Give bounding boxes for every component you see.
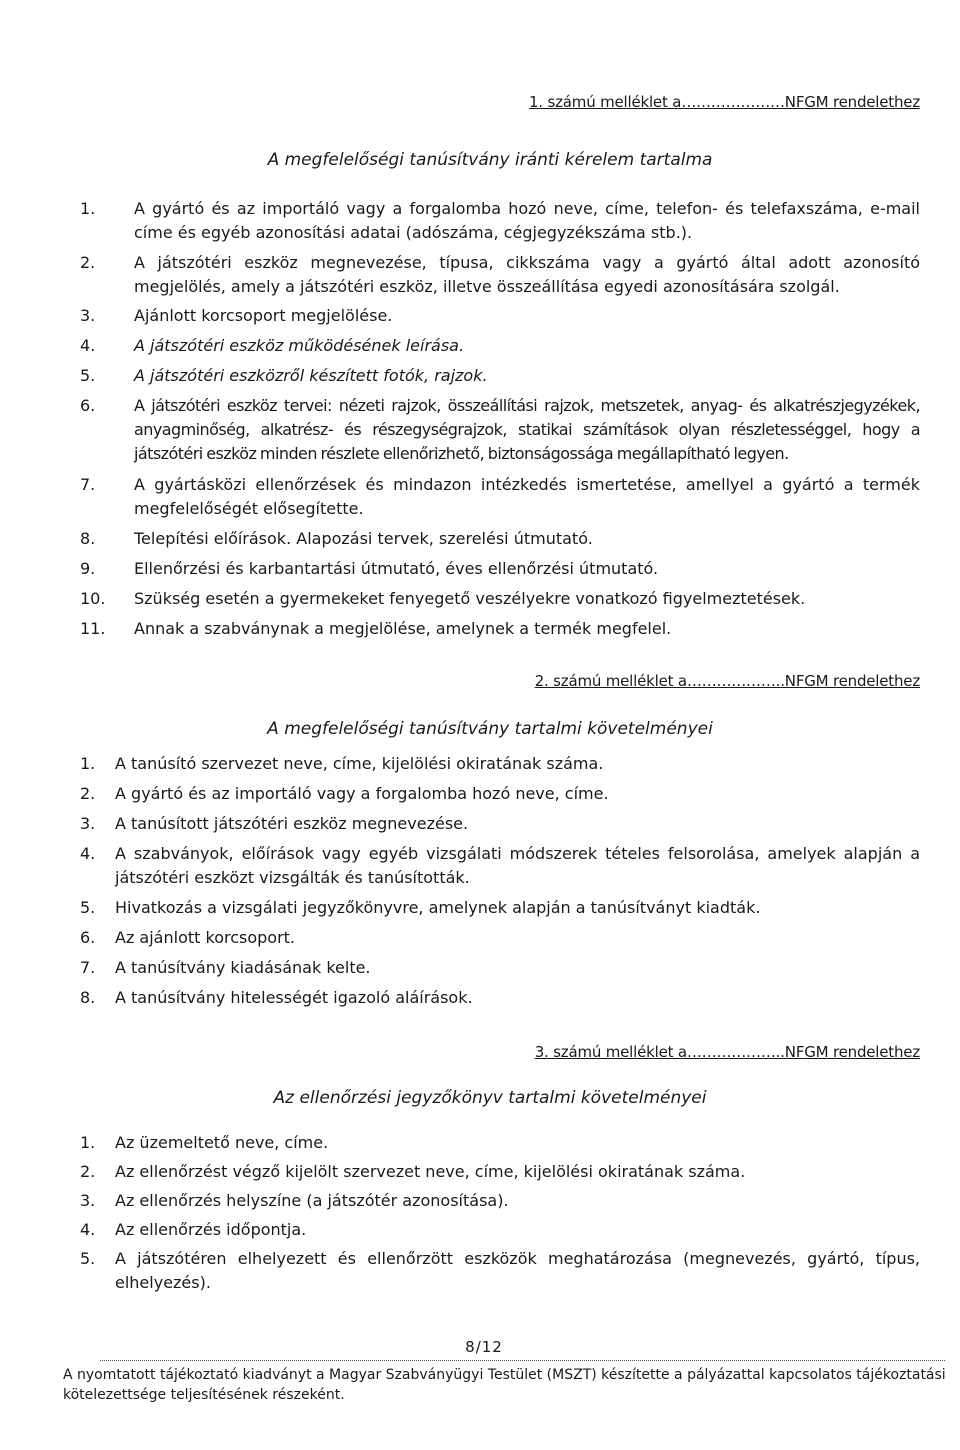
item-number: 11. (80, 619, 106, 638)
item-number: 6. (80, 928, 96, 947)
annex-2-list (80, 752, 920, 1010)
item-text: A gyártásközi ellenőrzések és mindazon intézkedés ismertetése, amellyel a gyártó a termék megfelelőségét elősegítette. (134, 475, 920, 518)
item-text: A tanúsítvány kiadásának kelte. (115, 958, 371, 977)
item-number: 9. (80, 559, 96, 578)
list-item (80, 752, 920, 776)
item-text: A játszótéri eszközről készített fotók, rajzok. (134, 366, 488, 385)
annex-2-reference: 2. számú melléklet a………………..NFGM rendelethez (534, 672, 920, 690)
list-item (80, 473, 920, 521)
item-text: A tanúsítvány hitelességét igazoló aláírások. (115, 988, 473, 1007)
item-text: Az ellenőrzés helyszíne (a játszótér azonosítása). (115, 1191, 509, 1210)
item-number: 3. (80, 1191, 96, 1210)
list-item (80, 782, 920, 806)
list-item (80, 557, 920, 581)
list-item (80, 1160, 920, 1184)
list-item (80, 364, 920, 388)
item-text: A gyártó és az importáló vagy a forgalomba hozó neve, címe, telefon- és telefaxszáma, e-mail címe és egyéb azonosítási adatai (adószáma, cégjegyzékszáma stb.). (134, 199, 920, 242)
list-item (80, 1218, 920, 1242)
list-item (80, 304, 920, 328)
item-text: A szabványok, előírások vagy egyéb vizsgálati módszerek tételes felsorolása, amelyek alapján a játszótéri eszközt vizsgálták és tanúsították. (115, 844, 920, 887)
annex-3-title: Az ellenőrzési jegyzőkönyv tartalmi követelményei (273, 1088, 707, 1108)
list-item (80, 812, 920, 836)
item-text: Az ellenőrzés időpontja. (115, 1220, 307, 1239)
list-item (80, 251, 920, 299)
page-number: 8/12 (465, 1338, 503, 1356)
footer-divider (100, 1360, 945, 1361)
item-number: 10. (80, 589, 106, 608)
footer-note: A nyomtatott tájékoztató kiadványt a Magyar Szabványügyi Testület (MSZT) készítette a pályázattal kapcsolatos tájékoztatási kötelezettsége teljesítésének részeként. (63, 1367, 946, 1403)
item-number: 1. (80, 754, 96, 773)
item-number: 1. (80, 1133, 96, 1152)
item-text: Az ajánlott korcsoport. (115, 928, 296, 947)
item-text: A gyártó és az importáló vagy a forgalomba hozó neve, címe. (115, 784, 609, 803)
item-number: 3. (80, 814, 96, 833)
item-number: 5. (80, 366, 96, 385)
annex-3-list (80, 1131, 920, 1295)
item-number: 7. (80, 475, 96, 494)
item-text: Az üzemeltető neve, címe. (115, 1133, 329, 1152)
item-number: 5. (80, 1249, 96, 1268)
item-text: Hivatkozás a vizsgálati jegyzőkönyvre, amelynek alapján a tanúsítványt kiadták. (115, 898, 761, 917)
annex-3-reference: 3. számú melléklet a………………..NFGM rendelethez (534, 1043, 920, 1061)
item-number: 3. (80, 306, 96, 325)
item-number: 5. (80, 898, 96, 917)
item-number: 6. (80, 396, 96, 415)
list-item (80, 956, 920, 980)
item-number: 8. (80, 529, 96, 548)
item-text: A játszótéren elhelyezett és ellenőrzött eszközök meghatározása (megnevezés, gyártó, típus, elhelyezés). (115, 1249, 920, 1292)
item-number: 4. (80, 1220, 96, 1239)
item-number: 1. (80, 199, 96, 218)
list-item (80, 587, 920, 611)
item-number: 4. (80, 844, 96, 863)
annex-2-title: A megfelelőségi tanúsítvány tartalmi követelményei (267, 719, 713, 739)
item-number: 2. (80, 253, 96, 272)
item-text: Ellenőrzési és karbantartási útmutató, éves ellenőrzési útmutató. (134, 559, 659, 578)
item-number: 2. (80, 784, 96, 803)
annex-1-list (80, 197, 920, 641)
list-item (80, 527, 920, 551)
item-text: Ajánlott korcsoport megjelölése. (134, 306, 393, 325)
item-text: Annak a szabványnak a megjelölése, amelynek a termék megfelel. (134, 619, 672, 638)
list-item (80, 617, 920, 641)
list-item (80, 197, 920, 245)
list-item (80, 842, 920, 890)
item-text: Az ellenőrzést végző kijelölt szervezet neve, címe, kijelölési okiratának száma. (115, 1162, 746, 1181)
item-text: A tanúsított játszótéri eszköz megnevezése. (115, 814, 469, 833)
item-text: A játszótéri eszköz megnevezése, típusa, cikkszáma vagy a gyártó által adott azonosító megjelölés, amely a játszótéri eszköz, illetve összeállítása egyedi azonosítására szolgál. (134, 253, 920, 296)
list-item (80, 1131, 920, 1155)
list-item (80, 1189, 920, 1213)
item-text: A tanúsító szervezet neve, címe, kijelölési okiratának száma. (115, 754, 604, 773)
item-text: A játszótéri eszköz tervei: nézeti rajzok, összeállítási rajzok, metszetek, anyag- és alkatrészjegyzékek, anyagminőség, alkatrész- és részegységrajzok, statikai számítások olyan részletességgel, hogy a játszótéri eszköz minden részlete ellenőrizhető, biztonságossága megállapítható legyen. (134, 396, 920, 463)
item-number: 8. (80, 988, 96, 1007)
item-text: Szükség esetén a gyermekeket fenyegető veszélyekre vonatkozó figyelmeztetések. (134, 589, 806, 608)
annex-1-title: A megfelelőségi tanúsítvány iránti kérelem tartalma (267, 150, 713, 170)
item-text: Telepítési előírások. Alapozási tervek, szerelési útmutató. (134, 529, 593, 548)
list-item (80, 986, 920, 1010)
item-number: 7. (80, 958, 96, 977)
list-item (80, 926, 920, 950)
annex-1-reference: 1. számú melléklet a…………………NFGM rendelethez (529, 93, 920, 111)
item-number: 2. (80, 1162, 96, 1181)
list-item (80, 896, 920, 920)
item-number: 4. (80, 336, 96, 355)
list-item (80, 1247, 920, 1295)
list-item (80, 334, 920, 358)
item-text: A játszótéri eszköz működésének leírása. (134, 336, 465, 355)
list-item (80, 394, 920, 466)
